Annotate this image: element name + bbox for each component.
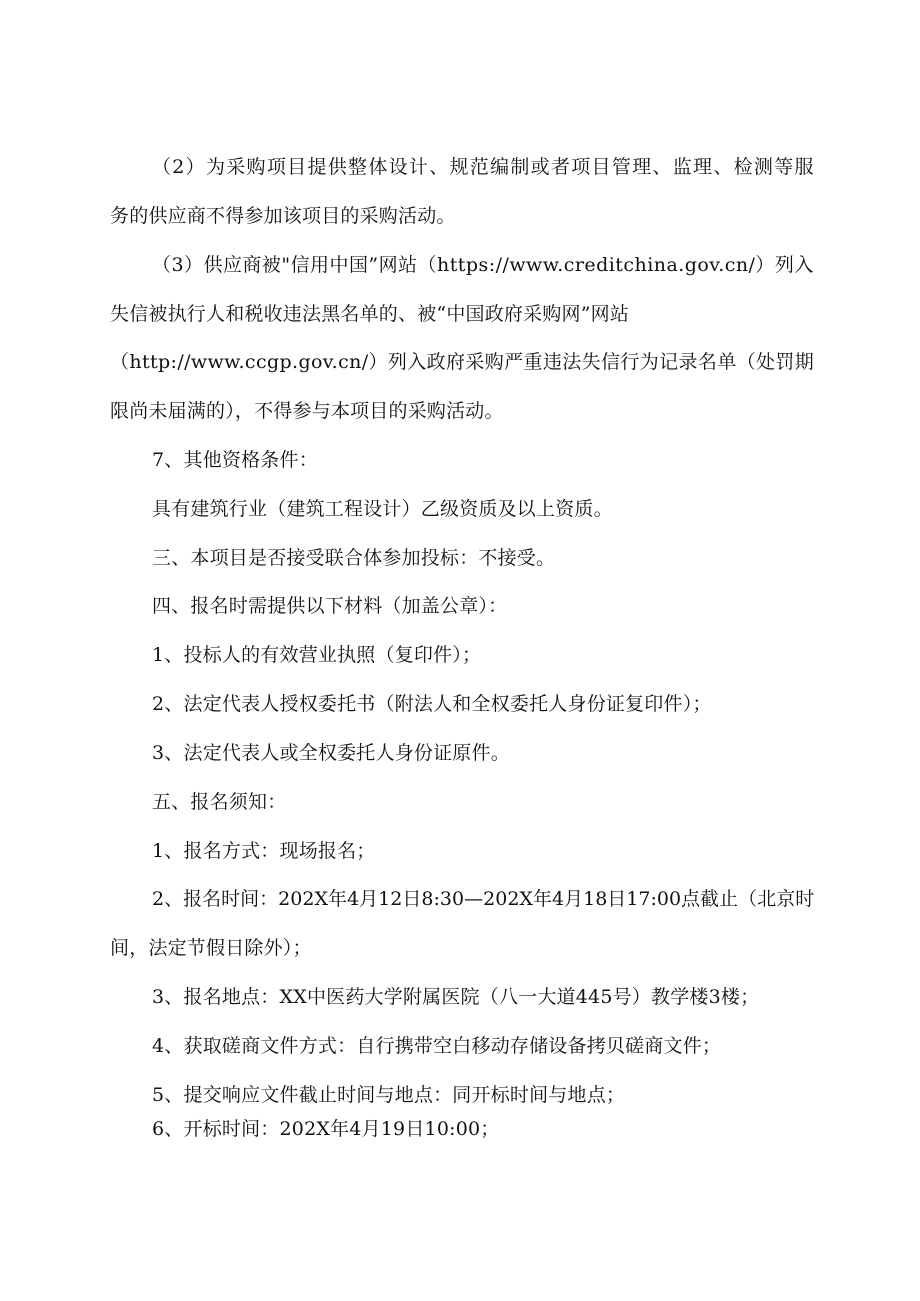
text-line: 三、本项目是否接受联合体参加投标：不接受。: [152, 547, 556, 569]
text-line: 五、报名须知：: [152, 791, 287, 813]
text-line: 6、开标时间：202X年4月19日10:00；: [152, 1118, 500, 1140]
text-line: 5、提交响应文件截止时间与地点：同开标时间与地点；: [152, 1084, 626, 1106]
text-line: 失信被执行人和税收违法黑名单的、被“中国政府采购网”网站: [110, 303, 630, 325]
text-line: （2）为采购项目提供整体设计、规范编制或者项目管理、监理、检测等服: [152, 156, 815, 178]
text-line: 限尚未届满的），不得参与本项目的采购活动。: [110, 400, 504, 422]
text-line: 2、法定代表人授权委托书（附法人和全权委托人身份证复印件）；: [152, 693, 712, 715]
text-line: 4、获取磋商文件方式：自行携带空白移动存储设备拷贝磋商文件；: [152, 1035, 722, 1057]
text-line: 3、报名地点：XX中医药大学附属医院（八一大道445号）教学楼3楼；: [152, 986, 760, 1008]
text-line: 1、报名方式：现场报名；: [152, 840, 376, 862]
text-line: 3、法定代表人或全权委托人身份证原件。: [152, 742, 510, 764]
text-line: （3）供应商被"信用中国”网站（https://www.creditchina.gov.cn/）列入: [152, 254, 814, 276]
text-line: 具有建筑行业（建筑工程设计）乙级资质及以上资质。: [152, 498, 613, 520]
text-line: 务的供应商不得参加该项目的采购活动。: [110, 205, 456, 227]
text-line: 2、报名时间：202X年4月12日8:30—202X年4月18日17:00点截止（北京时: [152, 888, 815, 910]
text-line: 1、投标人的有效营业执照（复印件）；: [152, 644, 482, 666]
text-line: （http://www.ccgp.gov.cn/）列入政府采购严重违法失信行为记录名单（处罚期: [110, 351, 815, 373]
text-line: 间，法定节假日除外）；: [110, 937, 312, 959]
text-line: 7、其他资格条件：: [152, 449, 318, 471]
text-line: 四、报名时需提供以下材料（加盖公章）：: [152, 595, 508, 617]
